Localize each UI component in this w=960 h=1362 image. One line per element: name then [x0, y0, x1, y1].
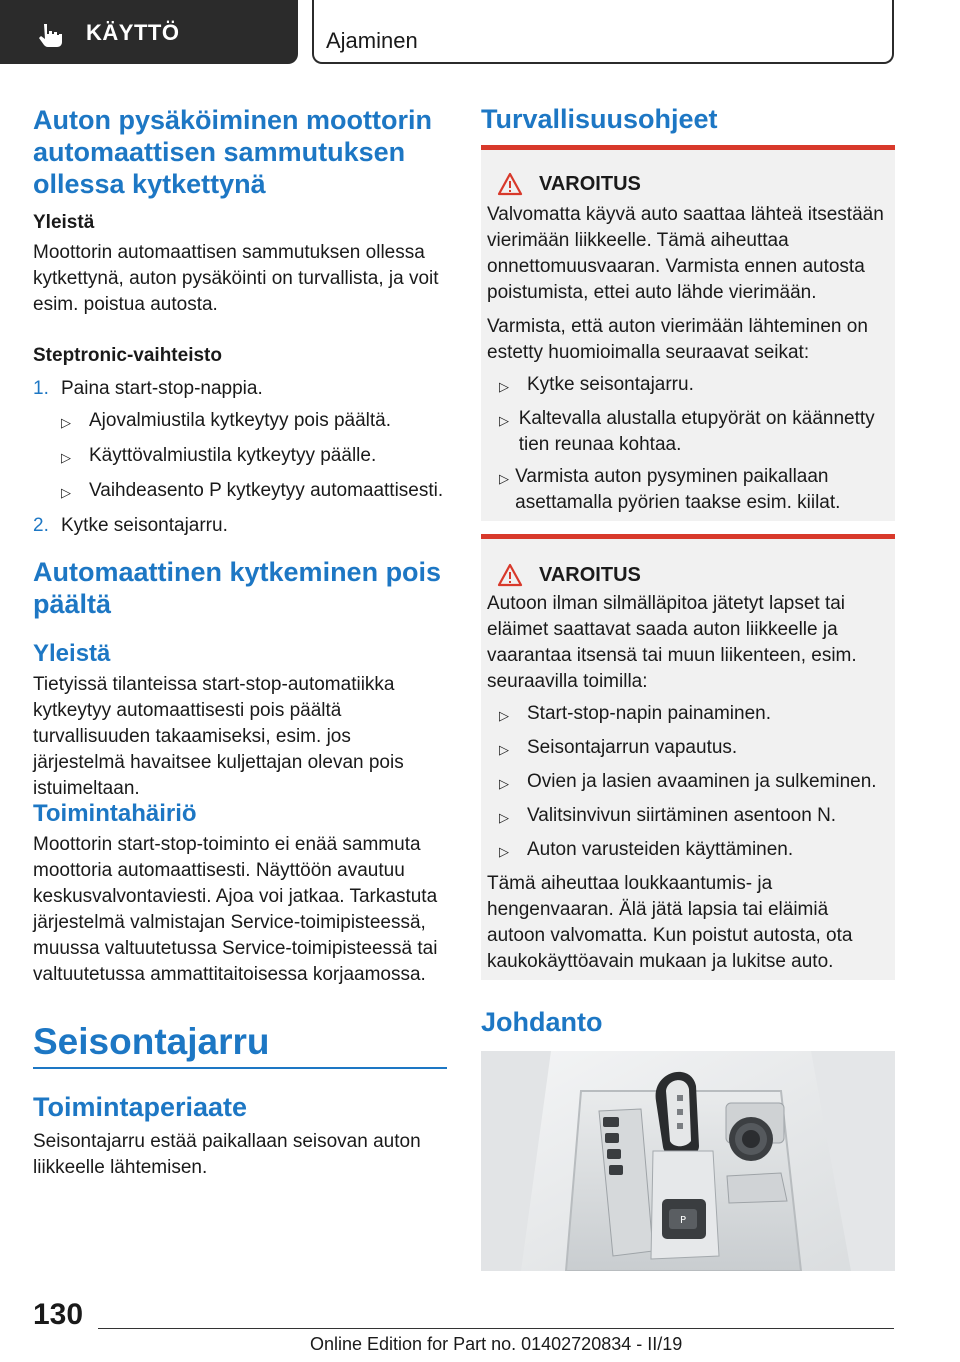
list-item — [61, 408, 447, 436]
triangle-bullet-icon: ▷ — [499, 379, 509, 394]
general-text: Moottorin automaattisen sammutuksen ollessa kytkettynä, auton pysäköinti on turvallista, ja voit esim. poistua autosta. — [33, 242, 439, 315]
hand-pointer-icon — [38, 22, 68, 48]
bullet-text: Kaltevalla alustalla etupyörät on käännetty tien reunaa kohtaa. — [518, 408, 875, 455]
bullet-text: Vaihdeasento P kytkeytyy automaattisesti. — [89, 480, 444, 501]
intro-title: Johdanto — [481, 1007, 603, 1037]
list-item — [499, 701, 887, 729]
chapter-label: KÄYTTÖ — [86, 20, 180, 45]
page-number: 130 — [33, 1298, 84, 1331]
triangle-bullet-icon: ▷ — [61, 485, 71, 500]
footer-edition: Online Edition for Part no. 01402720834 - II/19 — [310, 1334, 683, 1354]
bullet-text: Ovien ja lasien avaaminen ja sulkeminen. — [527, 771, 877, 792]
list-item — [499, 372, 887, 400]
bullet-text: Valitsinvivun siirtäminen asentoon N. — [527, 805, 837, 826]
warning-triangle-icon — [497, 172, 523, 196]
triangle-bullet-icon: ▷ — [61, 450, 71, 465]
section-label: Ajaminen — [326, 28, 418, 53]
warning-text: Tämä aiheuttaa loukkaantumis- ja hengenvaaran. Älä jätä lapsia tai eläimiä autoon valvomatta. Kun poistut autosta, ota kaukokäyttöavain mukaan ja lukitse auto. — [487, 873, 853, 972]
warning-header — [497, 563, 887, 587]
list-item — [499, 406, 887, 458]
list-item — [61, 443, 447, 471]
bullet-text: Start-stop-napin painaminen. — [527, 703, 771, 724]
list-item — [499, 837, 887, 865]
heading-rule — [33, 1067, 447, 1069]
bullet-text: Käyttövalmiustila kytkeytyy päälle. — [89, 445, 377, 466]
center-console-illustration — [481, 1051, 895, 1271]
list-item — [499, 803, 887, 831]
list-item — [61, 478, 447, 506]
list-item — [33, 376, 447, 402]
list-item — [499, 769, 887, 797]
svg-text:P: P — [679, 1215, 687, 1226]
triangle-bullet-icon: ▷ — [499, 742, 509, 757]
triangle-bullet-icon: ▷ — [499, 471, 509, 486]
bullet-text: Ajovalmiustila kytkeytyy pois päältä. — [89, 410, 392, 431]
list-item — [499, 735, 887, 763]
triangle-bullet-icon: ▷ — [61, 415, 71, 430]
step-number: 2. — [33, 515, 49, 536]
bullet-text: Auton varusteiden käyttäminen. — [527, 839, 794, 860]
chapter-tab — [0, 0, 298, 64]
step-text: Kytke seisontajarru. — [61, 515, 228, 536]
principle-text: Seisontajarru estää paikallaan seisovan auton liikkeelle lähtemisen. — [33, 1131, 421, 1178]
section-header — [312, 0, 894, 64]
safety-title: Turvallisuusohjeet — [481, 104, 718, 134]
step-number: 1. — [33, 378, 49, 399]
steptronic-steps — [33, 376, 447, 539]
principle-title: Toimintaperiaate — [33, 1092, 248, 1122]
parking-brake-title: Seisontajarru — [33, 1021, 270, 1062]
bullet-text: Varmista auton pysyminen paikallaan asettamalla pyörien taakse esim. kiilat. — [515, 466, 841, 513]
triangle-bullet-icon: ▷ — [499, 413, 509, 428]
general-label: Yleistä — [33, 212, 95, 233]
malfunction-text: Moottorin start-stop-toiminto ei enää sammuta moottoria automaattisesti. Näyttöön avautuu keskusvalvontaviesti. Ajoa voi jatkaa. Tarkastuta järjestelmä valmistajan Service-toimipisteessä, muussa valtuutetussa Service-toimipisteessä tai valtuutetussa ammattitaitoisessa korjaamossa. — [33, 834, 438, 985]
list-item — [33, 513, 447, 539]
parking-section-title: Auton pysäköiminen moottorin automaattisen sammutuksen ollessa kytkettynä — [33, 105, 433, 199]
bullet-text: Seisontajarrun vapautus. — [527, 737, 738, 758]
triangle-bullet-icon: ▷ — [499, 810, 509, 825]
malfunction-title: Toimintahäiriö — [33, 800, 197, 827]
warning-triangle-icon — [497, 563, 523, 587]
list-item — [499, 464, 887, 516]
bullet-text: Kytke seisontajarru. — [527, 374, 694, 395]
steptronic-label: Steptronic-vaihteisto — [33, 345, 222, 366]
warning-text: Autoon ilman silmälläpitoa jätetyt lapset tai eläimet saattavat saada auton liikkeelle ja vaarantaa itsensä tai muun liikenteen, esim. seuraavilla toimilla: — [487, 593, 857, 692]
center-console-photo — [481, 1051, 895, 1271]
warning-text: Varmista, että auton vierimään lähteminen on estetty huomioimalla seuraavat seikat: — [487, 316, 868, 363]
warning-box — [481, 145, 895, 521]
triangle-bullet-icon: ▷ — [499, 708, 509, 723]
warning-header — [497, 172, 887, 196]
warning-label: VAROITUS — [539, 172, 641, 195]
auto-off-title: Automaattinen kytkeminen pois päältä — [33, 557, 442, 619]
step-text: Paina start-stop-nappia. — [61, 378, 263, 399]
footer-rule — [98, 1328, 894, 1329]
warning-label: VAROITUS — [539, 563, 641, 586]
triangle-bullet-icon: ▷ — [499, 844, 509, 859]
warning-text: Valvomatta käyvä auto saattaa lähteä itsestään vierimään liikkeelle. Tämä aiheuttaa onnettomuusvaaran. Varmista ennen autosta poistumista, ettei auto lähde vierimään. — [487, 204, 884, 303]
auto-general-title: Yleistä — [33, 640, 111, 667]
warning-box — [481, 534, 895, 980]
auto-general-text: Tietyissä tilanteissa start-stop-automatiikka kytkeytyy automaattisesti pois päältä turvallisuuden takaamiseksi, esim. jos järjestelmä havaitsee kuljettajan olevan pois istuimeltaan. — [33, 674, 404, 799]
triangle-bullet-icon: ▷ — [499, 776, 509, 791]
